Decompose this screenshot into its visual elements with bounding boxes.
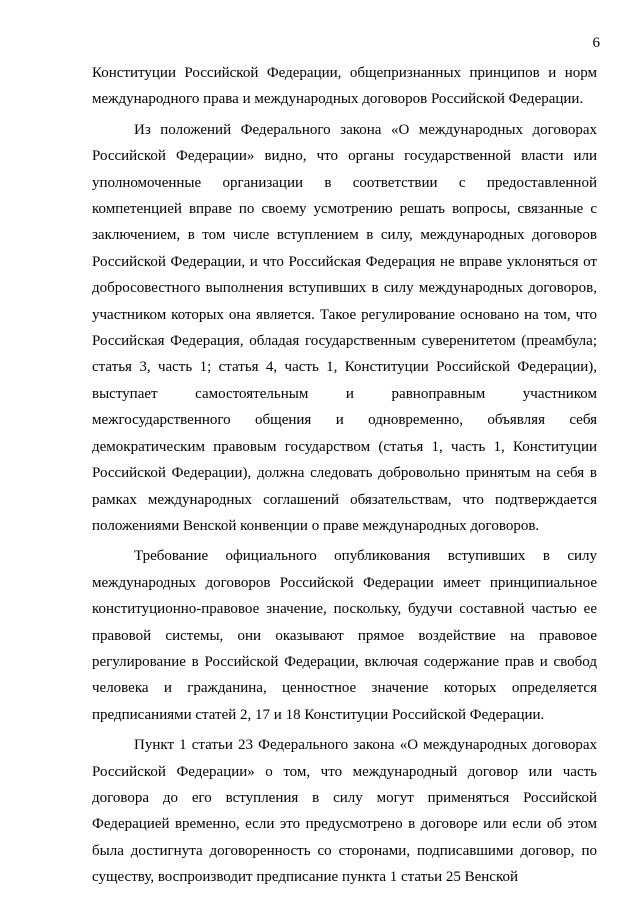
page-number: 6 bbox=[592, 35, 600, 51]
paragraph-provisional-application: Пункт 1 статьи 23 Федерального закона «О международных договорах Российской Федерации» о том, что международный договор или часть договора до его вступления в силу могут применяться Российской Федерацией временно, если это предусмотрено в договоре или если об этом была достигнута договоренность со сторонами, подписавшими договор, по существу, воспроизводит предписание пункта 1 статьи 25 Венской bbox=[92, 737, 597, 886]
paragraph-treaty-law-provisions: Из положений Федерального закона «О международных договорах Российской Федерации» видно, что органы государственной власти или уполномоченные организации в соответствии с предоставленной компетенцией вправе по своему усмотрению решать вопросы, связанные с заключением, в том числе вступлением в силу, международных договоров Российской Федерации, и что Российская Федерация не вправе уклоняться от добросовестного выполнения вступивших в силу международных договоров, участником которых она является. Такое регулирование основано на том, что Российская Федерация, обладая государственным суверенитетом (преамбула; статья 3, часть 1; статья 4, часть 1, Конституции Российской Федерации), выступает самостоятельным и равноправным участником межгосударственного общения и одновременно, объявляя себя демократическим правовым государством (статья 1, часть 1, Конституции Российской Федерации), должна следовать добровольно принятым на себя в рамках международных соглашений обязательствам, что подтверждается положениями Венской конвенции о праве международных договоров. bbox=[92, 121, 597, 534]
paragraph-continuation: Конституции Российской Федерации, общепризнанных принципов и норм международного права и международных договоров Российской Федерации. bbox=[92, 65, 597, 108]
paragraph-publication-requirement: Требование официального опубликования вступивших в силу международных договоров Российской Федерации имеет принципиальное конституционно-правовое значение, поскольку, будучи составной частью ее правовой системы, они оказывают прямое воздействие на правовое регулирование в Российской Федерации, включая содержание прав и свобод человека и гражданина, ценностное значение которых определяется предписаниями статей 2, 17 и 18 Конституции Российской Федерации. bbox=[92, 548, 597, 723]
document-body bbox=[92, 60, 597, 891]
